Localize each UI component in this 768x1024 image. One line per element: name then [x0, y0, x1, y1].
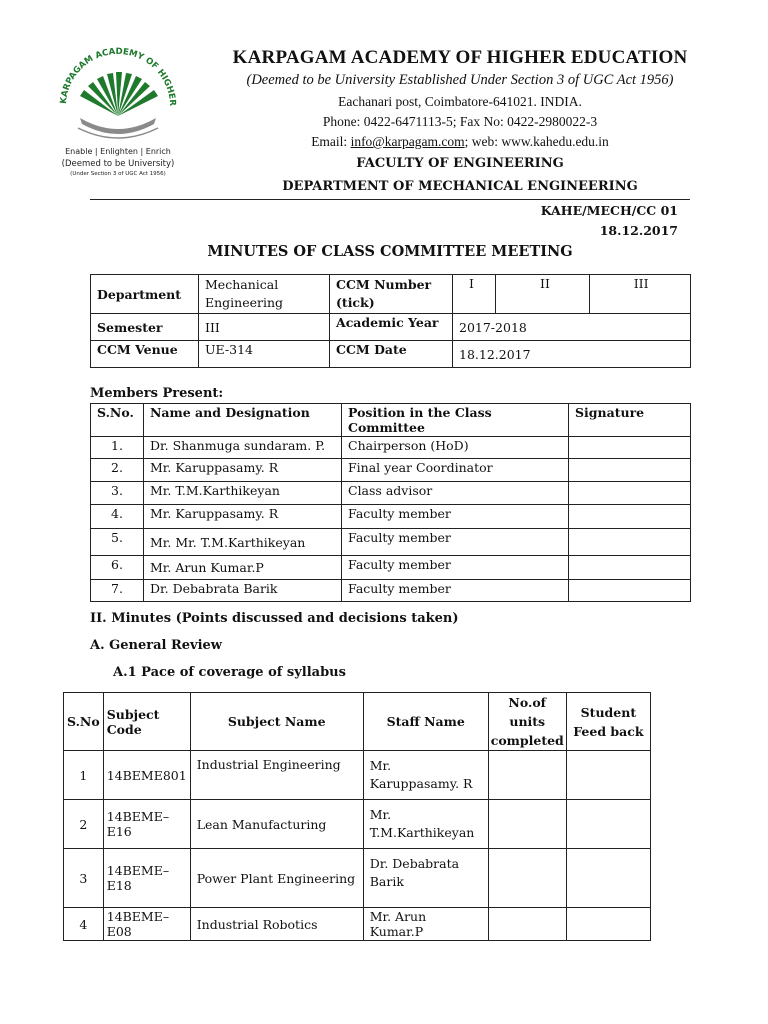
- table-row: [64, 800, 651, 849]
- row-signature[interactable]: [569, 505, 691, 529]
- academic-year-label: Academic Year: [330, 314, 453, 341]
- col-student-feedback: Student Feed back: [566, 693, 650, 751]
- row-name: Mr. Karuppasamy. R: [144, 459, 342, 482]
- row-code: 14BEME–E18: [103, 849, 190, 908]
- email-line: [190, 134, 730, 150]
- logo-arc-text: KARPAGAM ACADEMY OF HIGHER: [58, 46, 178, 107]
- row-sno: 7.: [91, 580, 144, 602]
- col-staff-name: Staff Name: [363, 693, 488, 751]
- address-line: Eachanari post, Coimbatore-641021. INDIA.: [338, 94, 582, 109]
- row-signature[interactable]: [569, 580, 691, 602]
- reference-date: 18.12.2017: [599, 223, 678, 238]
- semester-value: III: [199, 314, 330, 341]
- web-text: ; web: www.kahedu.edu.in: [464, 134, 609, 149]
- ccm-option-1[interactable]: I: [453, 275, 496, 314]
- ccm-date-label: CCM Date: [330, 341, 453, 368]
- row-position: Class advisor: [342, 482, 569, 505]
- col-position: Position in the Class Committee: [342, 404, 569, 437]
- institution-name: KARPAGAM ACADEMY OF HIGHER EDUCATION: [232, 47, 688, 68]
- row-signature[interactable]: [569, 437, 691, 459]
- row-signature[interactable]: [569, 529, 691, 556]
- row-subject: Lean Manufacturing: [190, 800, 363, 849]
- row-feedback[interactable]: [566, 751, 650, 800]
- row-position: Faculty member: [342, 556, 569, 580]
- table-row: [64, 751, 651, 800]
- table-row: [91, 580, 691, 602]
- department-value: Mechanical Engineering: [199, 275, 330, 314]
- table-row: [64, 908, 651, 941]
- row-staff: Dr. Debabrata Barik: [363, 849, 488, 908]
- row-name: Dr. Shanmuga sundaram. P.: [144, 437, 342, 459]
- row-subject: Industrial Robotics: [190, 908, 363, 941]
- row-sno: 1: [64, 751, 104, 800]
- logo-motto: Enable | Enlighten | Enrich: [65, 147, 171, 156]
- ccm-date-value: 18.12.2017: [453, 341, 691, 368]
- row-feedback[interactable]: [566, 800, 650, 849]
- table-row: [91, 529, 691, 556]
- row-position: Faculty member: [342, 529, 569, 556]
- email-link[interactable]: info@karpagam.com: [350, 134, 465, 149]
- row-feedback[interactable]: [566, 849, 650, 908]
- row-code: 14BEME–E16: [103, 800, 190, 849]
- venue-label: CCM Venue: [91, 341, 199, 368]
- col-signature: Signature: [569, 404, 691, 437]
- row-position: Chairperson (HoD): [342, 437, 569, 459]
- row-subject: Power Plant Engineering: [190, 849, 363, 908]
- department-name: DEPARTMENT OF MECHANICAL ENGINEERING: [282, 179, 638, 194]
- col-sno: S.No: [64, 693, 104, 751]
- row-name: Dr. Debabrata Barik: [144, 580, 342, 602]
- academic-year-value: 2017-2018: [453, 314, 691, 341]
- members-heading: Members Present:: [90, 386, 224, 401]
- row-name: Mr. Karuppasamy. R: [144, 505, 342, 529]
- table-row: [91, 482, 691, 505]
- table-row: [91, 459, 691, 482]
- ccm-option-2[interactable]: II: [496, 275, 590, 314]
- ccm-option-3[interactable]: III: [589, 275, 690, 314]
- meeting-info-table: [90, 274, 691, 368]
- row-signature[interactable]: [569, 459, 691, 482]
- row-position: Faculty member: [342, 505, 569, 529]
- row-staff: Mr. Karuppasamy. R: [363, 751, 488, 800]
- row-sno: 3: [64, 849, 104, 908]
- row-code: 14BEME–E08: [103, 908, 190, 941]
- row-units[interactable]: [488, 800, 566, 849]
- row-signature[interactable]: [569, 482, 691, 505]
- row-sno: 2.: [91, 459, 144, 482]
- table-row: [64, 849, 651, 908]
- row-code: 14BEME801: [103, 751, 190, 800]
- logo-section: (Under Section 3 of UGC Act 1956): [70, 171, 166, 177]
- general-review-heading: A. General Review: [90, 638, 222, 653]
- row-units[interactable]: [488, 849, 566, 908]
- phone-line: Phone: 0422-6471113-5; Fax No: 0422-2980022-3: [322, 114, 598, 129]
- row-staff: Mr. Arun Kumar.P: [363, 908, 488, 941]
- table-row: [91, 505, 691, 529]
- row-name: Mr. T.M.Karthikeyan: [144, 482, 342, 505]
- col-units-completed: No.of units completed: [488, 693, 566, 751]
- header-divider: [90, 199, 690, 200]
- row-sno: 4: [64, 908, 104, 941]
- col-subject-name: Subject Name: [190, 693, 363, 751]
- table-row: [91, 437, 691, 459]
- venue-value: UE-314: [199, 341, 330, 368]
- faculty-name: FACULTY OF ENGINEERING: [356, 156, 564, 171]
- minutes-heading: II. Minutes (Points discussed and decisions taken): [90, 611, 459, 626]
- logo-deemed: (Deemed to be University): [61, 159, 175, 169]
- row-units[interactable]: [488, 751, 566, 800]
- deemed-line: (Deemed to be University Established Under Section 3 of UGC Act 1956): [246, 72, 674, 88]
- row-sno: 2: [64, 800, 104, 849]
- row-name: Mr. Mr. T.M.Karthikeyan: [144, 529, 342, 556]
- members-table: [90, 403, 691, 602]
- col-sno: S.No.: [91, 404, 144, 437]
- reference-code: KAHE/MECH/CC 01: [540, 203, 678, 218]
- university-logo: [48, 44, 188, 184]
- row-signature[interactable]: [569, 556, 691, 580]
- row-position: Final year Coordinator: [342, 459, 569, 482]
- row-subject: Industrial Engineering: [190, 751, 363, 800]
- row-sno: 3.: [91, 482, 144, 505]
- email-label: Email:: [311, 134, 351, 149]
- department-label: Department: [91, 275, 199, 314]
- table-row: [91, 556, 691, 580]
- row-sno: 6.: [91, 556, 144, 580]
- row-position: Faculty member: [342, 580, 569, 602]
- row-feedback[interactable]: [566, 908, 650, 941]
- row-sno: 1.: [91, 437, 144, 459]
- syllabus-table: [63, 692, 651, 941]
- pace-heading: A.1 Pace of coverage of syllabus: [113, 665, 346, 680]
- col-subject-code: Subject Code: [103, 693, 190, 751]
- row-name: Mr. Arun Kumar.P: [144, 556, 342, 580]
- row-sno: 5.: [91, 529, 144, 556]
- document-title: MINUTES OF CLASS COMMITTEE MEETING: [207, 243, 573, 260]
- row-units[interactable]: [488, 908, 566, 941]
- semester-label: Semester: [91, 314, 199, 341]
- row-sno: 4.: [91, 505, 144, 529]
- col-name: Name and Designation: [144, 404, 342, 437]
- ccm-number-label: CCM Number (tick): [330, 275, 453, 314]
- row-staff: Mr. T.M.Karthikeyan: [363, 800, 488, 849]
